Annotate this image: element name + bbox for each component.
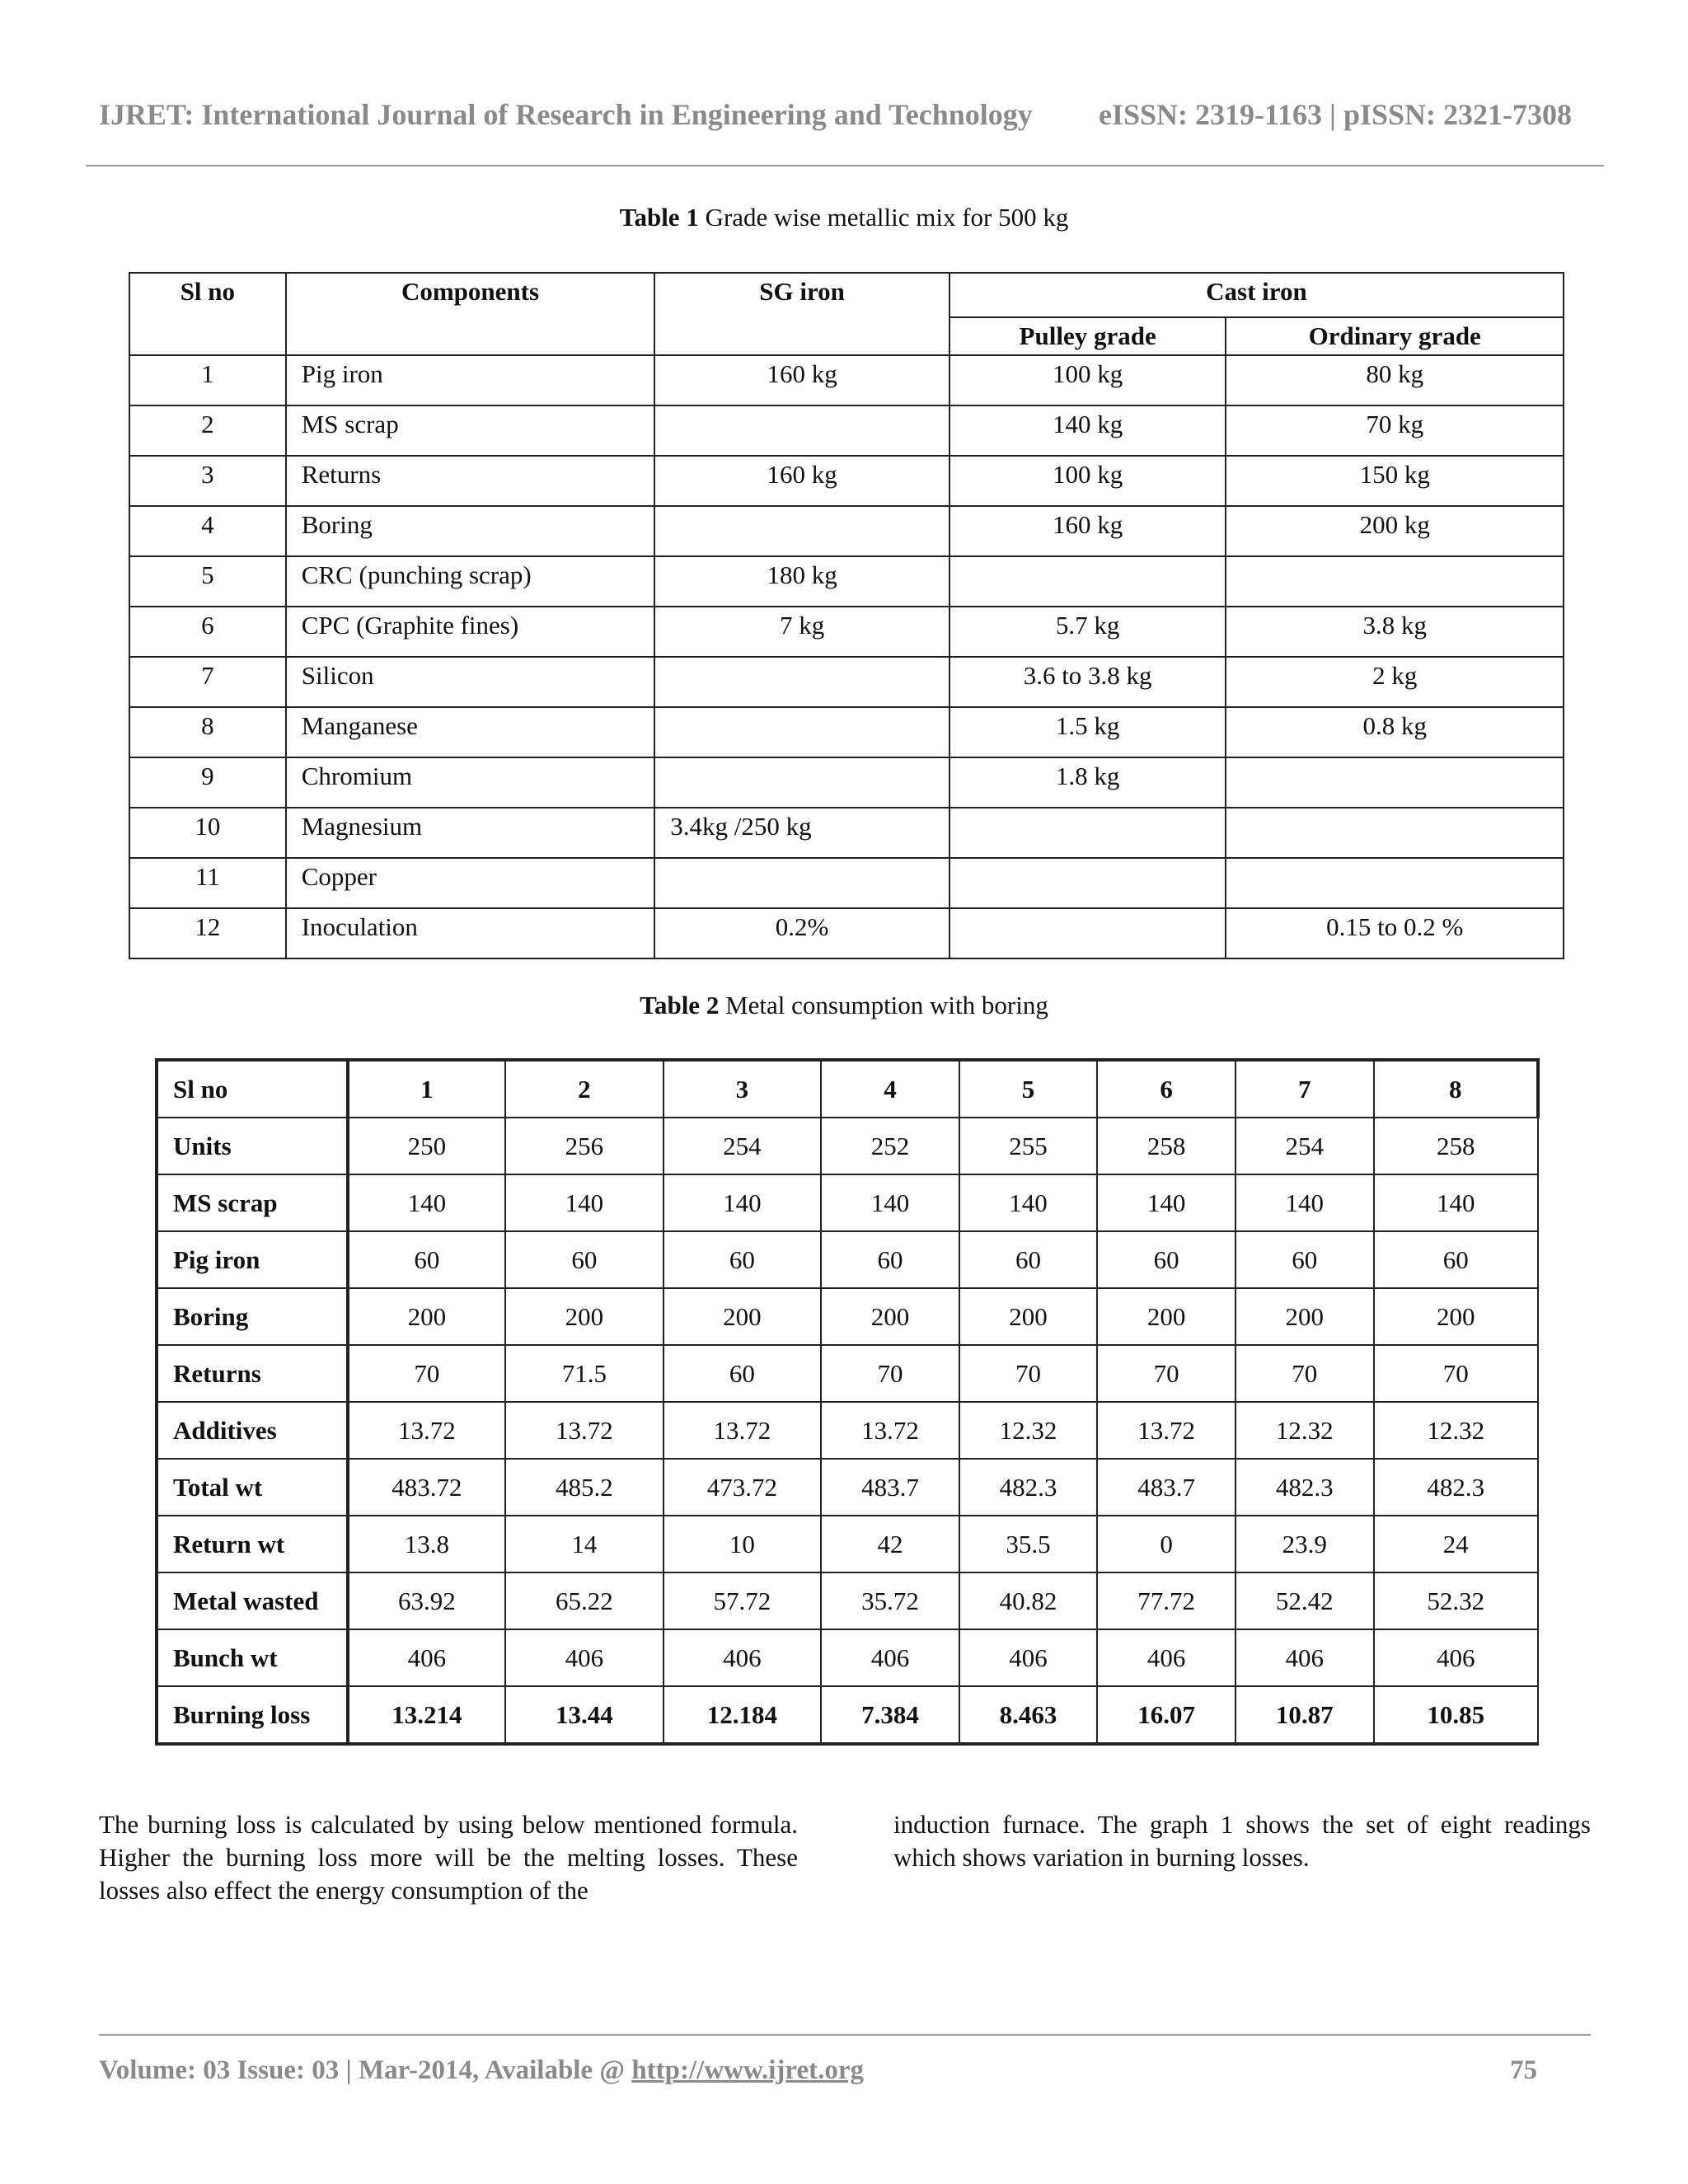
table2-cell: 23.9 [1236, 1516, 1374, 1572]
table1-cell: 10 [129, 808, 286, 858]
table2-row-label: Sl no [157, 1060, 348, 1118]
table2-cell: 140 [348, 1174, 506, 1231]
table2-cell: 14 [505, 1516, 663, 1572]
table1-header-sl: Sl no [129, 273, 286, 355]
table2-cell: 200 [1236, 1288, 1374, 1345]
table2-cell: 258 [1097, 1118, 1236, 1174]
table2-cell: 406 [1374, 1629, 1539, 1686]
table2-cell: 60 [1374, 1231, 1539, 1288]
table2-cell: 10.85 [1374, 1686, 1539, 1744]
table2-cell: 13.72 [1097, 1402, 1236, 1459]
table1-cell: 5.7 kg [950, 607, 1226, 657]
journal-issn: eISSN: 2319-1163 | pISSN: 2321-7308 [1099, 98, 1572, 131]
table2-cell: 2 [505, 1060, 663, 1118]
table2-cell: 13.44 [505, 1686, 663, 1744]
table1-cell: Copper [286, 858, 655, 908]
table2-cell: 258 [1374, 1118, 1539, 1174]
table-row [157, 1572, 1538, 1629]
table-row [129, 757, 1564, 808]
table2-cell: 5 [959, 1060, 1098, 1118]
table2-cell: 65.22 [505, 1572, 663, 1629]
table1-header-sg-iron: SG iron [654, 273, 950, 355]
table1-cell: 1.5 kg [950, 707, 1226, 757]
table1-cell: 160 kg [654, 355, 950, 405]
table2-cell: 200 [1374, 1288, 1539, 1345]
table2-cell: 256 [505, 1118, 663, 1174]
table1-cell: Silicon [286, 657, 655, 707]
table1-cell: 6 [129, 607, 286, 657]
table-row [157, 1516, 1538, 1572]
table2-cell: 3 [663, 1060, 822, 1118]
table2-cell: 140 [959, 1174, 1098, 1231]
table2-cell: 482.3 [1374, 1459, 1539, 1516]
table1-cell: 100 kg [950, 456, 1226, 506]
table1-cell [1226, 556, 1564, 607]
table-row [157, 1686, 1538, 1744]
table1-cell: 0.15 to 0.2 % [1226, 908, 1564, 958]
table1-cell: 160 kg [654, 456, 950, 506]
table2-cell: 16.07 [1097, 1686, 1236, 1744]
table1-cell: 3.8 kg [1226, 607, 1564, 657]
journal-title: IJRET: International Journal of Research in Engineering and Technology [99, 98, 1033, 131]
table-row [157, 1231, 1538, 1288]
table2-cell: 71.5 [505, 1345, 663, 1402]
table2-cell: 77.72 [1097, 1572, 1236, 1629]
table2-row-label: Metal wasted [157, 1572, 348, 1629]
table1-cell [950, 908, 1226, 958]
table2-cell: 406 [821, 1629, 959, 1686]
table2-cell: 42 [821, 1516, 959, 1572]
table-row [129, 707, 1564, 757]
table2-cell: 70 [1097, 1345, 1236, 1402]
table1-header-ordinary: Ordinary grade [1226, 317, 1564, 355]
table2-cell: 60 [663, 1345, 822, 1402]
table1-cell: CRC (punching scrap) [286, 556, 655, 607]
table2-row-label: MS scrap [157, 1174, 348, 1231]
table2-row-label: Bunch wt [157, 1629, 348, 1686]
table2-cell: 52.32 [1374, 1572, 1539, 1629]
table1-cell [654, 405, 950, 456]
table-row [129, 355, 1564, 405]
left-paragraph: The burning loss is calculated by using below mentioned formula. Higher the burning loss more will be the melting losses. These losses also effect the energy consumption of the [99, 1810, 798, 1905]
table-row [129, 506, 1564, 556]
table-row [129, 556, 1564, 607]
table2-row-label: Pig iron [157, 1231, 348, 1288]
table1-cell: 7 [129, 657, 286, 707]
table2-cell: 13.72 [505, 1402, 663, 1459]
table1-header-pulley: Pulley grade [950, 317, 1226, 355]
table2-caption-text: Metal consumption with boring [719, 991, 1048, 1019]
table1-header-cast-iron: Cast iron [950, 273, 1564, 317]
table1-cell: 2 kg [1226, 657, 1564, 707]
table2-cell: 10 [663, 1516, 822, 1572]
table-row [129, 908, 1564, 958]
table2-cell: 7 [1236, 1060, 1374, 1118]
table2-cell: 406 [663, 1629, 822, 1686]
table1-cell: Boring [286, 506, 655, 556]
table2-cell: 12.32 [1374, 1402, 1539, 1459]
table1-header-components: Components [286, 273, 655, 355]
table2-cell: 482.3 [959, 1459, 1098, 1516]
table2-row-label: Total wt [157, 1459, 348, 1516]
table2-cell: 70 [348, 1345, 506, 1402]
table1-caption [0, 203, 1688, 232]
journal-link[interactable]: http://www.ijret.org [631, 2055, 864, 2085]
table1-cell: 12 [129, 908, 286, 958]
table2-row-label: Boring [157, 1288, 348, 1345]
table2-cell: 52.42 [1236, 1572, 1374, 1629]
table2-cell: 8.463 [959, 1686, 1098, 1744]
table2-cell: 13.214 [348, 1686, 506, 1744]
table1-cell: CPC (Graphite fines) [286, 607, 655, 657]
table2-cell: 70 [959, 1345, 1098, 1402]
table2-cell: 60 [821, 1231, 959, 1288]
table1-cell: 7 kg [654, 607, 950, 657]
table1-cell: 180 kg [654, 556, 950, 607]
table-row [157, 1629, 1538, 1686]
table1-cell [950, 556, 1226, 607]
table2-cell: 140 [1236, 1174, 1374, 1231]
table2-cell: 35.72 [821, 1572, 959, 1629]
table2-cell: 10.87 [1236, 1686, 1374, 1744]
table2-cell: 1 [348, 1060, 506, 1118]
table-row [129, 858, 1564, 908]
table1-cell: 0.2% [654, 908, 950, 958]
footer-divider [99, 2034, 1591, 2036]
table2-cell: 12.32 [1236, 1402, 1374, 1459]
table-row [157, 1402, 1538, 1459]
table1-cell: 70 kg [1226, 405, 1564, 456]
table2-cell: 140 [1097, 1174, 1236, 1231]
table2-cell: 255 [959, 1118, 1098, 1174]
table1-cell: MS scrap [286, 405, 655, 456]
table1-cell: 3 [129, 456, 286, 506]
page-number: 75 [1510, 2055, 1537, 2085]
table-row [129, 607, 1564, 657]
table1-cell: 1 [129, 355, 286, 405]
table2-cell: 60 [505, 1231, 663, 1288]
table1-cell: 5 [129, 556, 286, 607]
table1-cell: Manganese [286, 707, 655, 757]
table2-cell: 200 [1097, 1288, 1236, 1345]
table1-cell [950, 858, 1226, 908]
table2-cell: 0 [1097, 1516, 1236, 1572]
table1-cell: 140 kg [950, 405, 1226, 456]
table2-cell: 40.82 [959, 1572, 1098, 1629]
table2-cell: 140 [821, 1174, 959, 1231]
table2-cell: 483.7 [1097, 1459, 1236, 1516]
table2-cell: 254 [663, 1118, 822, 1174]
table1-cell: Chromium [286, 757, 655, 808]
table1-cell: 11 [129, 858, 286, 908]
table1-cell: 200 kg [1226, 506, 1564, 556]
table1 [129, 272, 1564, 959]
table1-body [129, 355, 1564, 958]
table1-cell: 8 [129, 707, 286, 757]
table1-cell: Inoculation [286, 908, 655, 958]
table2-cell: 200 [348, 1288, 506, 1345]
table2-cell: 70 [821, 1345, 959, 1402]
table1-cell [654, 657, 950, 707]
table2-cell: 140 [505, 1174, 663, 1231]
table2-cell: 24 [1374, 1516, 1539, 1572]
table1-cell [950, 808, 1226, 858]
table2-cell: 200 [821, 1288, 959, 1345]
table2-cell: 60 [1097, 1231, 1236, 1288]
table2-cell: 254 [1236, 1118, 1374, 1174]
footer-volume: Volume: 03 Issue: 03 | Mar-2014, Available @ [99, 2055, 632, 2085]
table2-cell: 60 [959, 1231, 1098, 1288]
table2-cell: 70 [1236, 1345, 1374, 1402]
table1-cell: 160 kg [950, 506, 1226, 556]
table1-cell: 1.8 kg [950, 757, 1226, 808]
table1-cell: 150 kg [1226, 456, 1564, 506]
table1-cell: 100 kg [950, 355, 1226, 405]
table2-cell: 406 [1236, 1629, 1374, 1686]
table-row [157, 1345, 1538, 1402]
table1-cell: Returns [286, 456, 655, 506]
table1-cell [654, 707, 950, 757]
table2-row-label: Returns [157, 1345, 348, 1402]
table2-caption-label: Table 2 [640, 991, 720, 1019]
table1-cell: 2 [129, 405, 286, 456]
table2-cell: 57.72 [663, 1572, 822, 1629]
table2-cell: 60 [348, 1231, 506, 1288]
table1-cell: 4 [129, 506, 286, 556]
table1-cell: 9 [129, 757, 286, 808]
table2-cell: 13.72 [663, 1402, 822, 1459]
table1-cell [654, 506, 950, 556]
table1-cell: 3.6 to 3.8 kg [950, 657, 1226, 707]
table-row [157, 1459, 1538, 1516]
table2-cell: 485.2 [505, 1459, 663, 1516]
table2-cell: 60 [1236, 1231, 1374, 1288]
table2-cell: 252 [821, 1118, 959, 1174]
table1-cell: 80 kg [1226, 355, 1564, 405]
journal-header [99, 97, 1599, 132]
footer [99, 2055, 864, 2086]
table2-cell: 4 [821, 1060, 959, 1118]
table2-cell: 70 [1374, 1345, 1539, 1402]
table-row [157, 1174, 1538, 1231]
table2-row-label: Return wt [157, 1516, 348, 1572]
table2-cell: 63.92 [348, 1572, 506, 1629]
table2-caption [0, 991, 1688, 1020]
table2-cell: 12.32 [959, 1402, 1098, 1459]
table2-cell: 406 [959, 1629, 1098, 1686]
table-row [129, 405, 1564, 456]
table2-cell: 200 [663, 1288, 822, 1345]
table2-cell: 140 [663, 1174, 822, 1231]
table2-cell: 200 [959, 1288, 1098, 1345]
table2-cell: 35.5 [959, 1516, 1098, 1572]
table2-cell: 60 [663, 1231, 822, 1288]
table2-cell: 250 [348, 1118, 506, 1174]
table2-row-label: Units [157, 1118, 348, 1174]
table2-cell: 406 [505, 1629, 663, 1686]
table-row [129, 808, 1564, 858]
table2-cell: 473.72 [663, 1459, 822, 1516]
table1-caption-text: Grade wise metallic mix for 500 kg [698, 203, 1069, 232]
table2-cell: 406 [348, 1629, 506, 1686]
table1-caption-label: Table 1 [619, 203, 699, 232]
table2-cell: 200 [505, 1288, 663, 1345]
table1-cell: 0.8 kg [1226, 707, 1564, 757]
table2-cell: 13.72 [821, 1402, 959, 1459]
table1-cell: Magnesium [286, 808, 655, 858]
table2-row-label: Burning loss [157, 1686, 348, 1744]
table2-cell: 406 [1097, 1629, 1236, 1686]
table1-cell [1226, 858, 1564, 908]
header-divider [86, 165, 1604, 166]
table1-cell [1226, 757, 1564, 808]
table1-cell: Pig iron [286, 355, 655, 405]
table2 [155, 1058, 1540, 1746]
table2-cell: 13.8 [348, 1516, 506, 1572]
table2-cell: 6 [1097, 1060, 1236, 1118]
table-row [129, 456, 1564, 506]
table2-cell: 13.72 [348, 1402, 506, 1459]
table1-cell [654, 757, 950, 808]
table-row [129, 657, 1564, 707]
table2-cell: 7.384 [821, 1686, 959, 1744]
table1-cell [654, 858, 950, 908]
table1-cell: 3.4kg /250 kg [654, 808, 950, 858]
table-row [157, 1118, 1538, 1174]
table2-body [157, 1060, 1538, 1744]
table2-cell: 12.184 [663, 1686, 822, 1744]
table2-cell: 8 [1374, 1060, 1539, 1118]
table2-cell: 482.3 [1236, 1459, 1374, 1516]
table2-row-label: Additives [157, 1402, 348, 1459]
table-row [157, 1288, 1538, 1345]
table2-cell: 483.7 [821, 1459, 959, 1516]
table2-cell: 140 [1374, 1174, 1539, 1231]
table2-cell: 483.72 [348, 1459, 506, 1516]
table-row [157, 1060, 1538, 1118]
table1-cell [1226, 808, 1564, 858]
right-paragraph: induction furnace. The graph 1 shows the set of eight readings which shows variation in burning losses. [893, 1810, 1591, 1872]
